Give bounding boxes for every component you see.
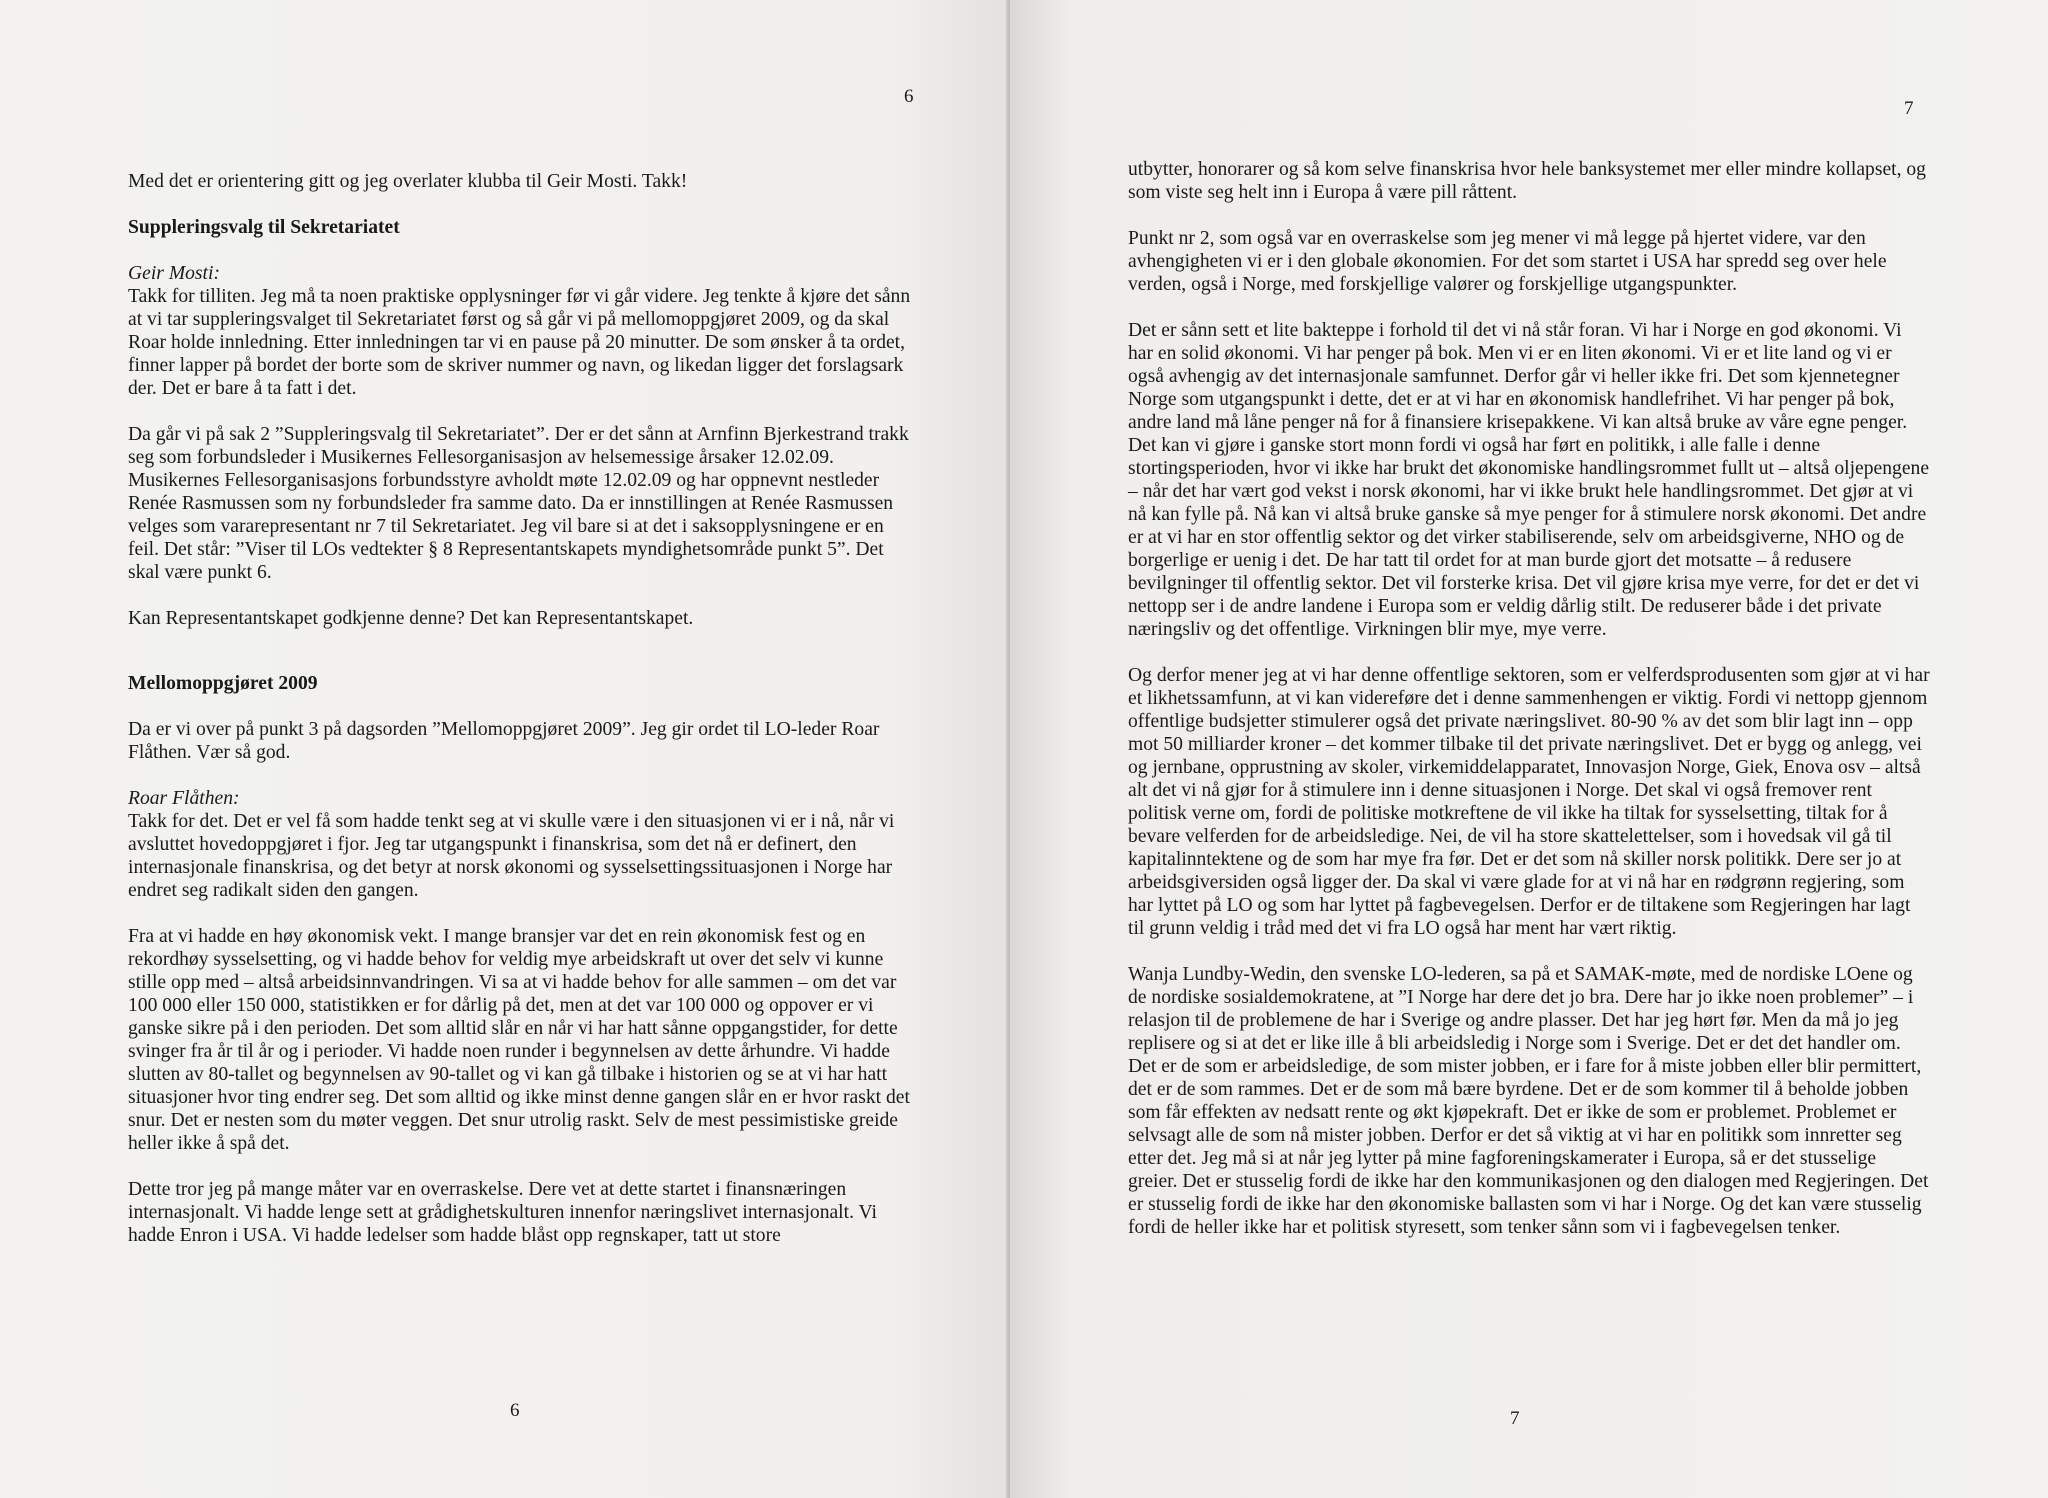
paragraph: Dette tror jeg på mange måter var en overraskelse. Dere vet at dette startet i finansnæringen internasjonalt. Vi hadde lenge sett at grådighetskulturen innenfor næringslivet internasjonalt. Vi hadde Enron i USA. Vi hadde ledelser som hadde blåst opp regnskaper, tatt ut store — [128, 1179, 877, 1246]
right-page-body — [1128, 158, 1930, 1262]
section-heading: Suppleringsvalg til Sekretariatet — [128, 217, 400, 238]
paragraph: Fra at vi hadde en høy økonomisk vekt. I mange bransjer var det en rein økonomisk fest og en rekordhøy sysselsetting, og vi hadde behov for veldig mye arbeidskraft ut over det selv vi kunne stille opp med – altså arbeidsinnvandringen. Vi sa at vi hadde behov for alle sammen – om det var 100 000 eller 150 000, statistikken er for dårlig på det, men at det var 100 000 og oppover er vi ganske sikre på i den perioden. Det som alltid slår en når vi har hatt sånne oppgangstider, for dette svinger fra år til år og i perioder. Vi hadde noen runder i begynnelsen av dette århundre. Vi hadde slutten av 80-tallet og begynnelsen av 90-tallet og vi kan gå tilbake i historien og se at vi har hatt situasjoner hvor ting endrer seg. Det som alltid og ikke minst denne gangen slår en er hvor raskt det snur. Det er nesten som du møter veggen. Det snur utrolig raskt. Selv de mest pessimistiske greide heller ikke å spå det. — [128, 926, 910, 1154]
paragraph: Det er sånn sett et lite bakteppe i forhold til det vi nå står foran. Vi har i Norge en god økonomi. Vi har en solid økonomi. Vi har penger på bok. Men vi er en liten økonomi. Vi er et lite land og vi er også avhengig av det internasjonale samfunnet. Derfor går vi heller ikke fri. Det som kjennetegner Norge som utgangspunkt i dette, det er at vi har en økonomisk handlefrihet. Vi har penger på bok, andre land må låne penger nå for å finansiere krisepakkene. Vi kan altså bruke av våre egne penger. Det kan vi gjøre i ganske stort monn fordi vi også har ført en politikk, i alle falle i denne stortingsperioden, hvor vi ikke har brukt det økonomiske handlingsrommet fullt ut – altså oljepengene – når det har vært god vekst i norsk økonomi, har vi ikke brukt hele handlingsrommet. Det gjør at vi nå kan fylle på. Nå kan vi altså bruke ganske så mye penger for å stimulere norsk økonomi. Det andre er at vi har en stor offentlig sektor og det virker stabiliserende, selv om arbeidsgiverne, NHO og de borgerlige er uenig i det. De har tatt til ordet for at man burde gjort det motsatte – å redusere bevilgninger til offentlig sektor. Det vil forsterke krisa. Det vil gjøre krisa mye verre, for det er det vi nettopp ser i de andre landene i Europa som er veldig dårlig stilt. De reduserer både i det private næringsliv og det offentlige. Virkningen blir mye, mye verre. — [1128, 320, 1930, 640]
right-page — [1010, 0, 2048, 1498]
section-heading: Mellomoppgjøret 2009 — [128, 673, 318, 694]
paragraph-text: Takk for det. Det er vel få som hadde tenkt seg at vi skulle være i den situasjonen vi er i nå, når vi avsluttet hovedoppgjøret i fjor. Jeg tar utgangspunkt i finanskrisa, som det nå er definert, den internasjonale finanskrisa, og det betyr at norsk økonomi og sysselsettingssituasjonen i Norge har endret seg radikalt siden den gangen. — [128, 811, 895, 901]
left-page — [0, 0, 1010, 1498]
page-number-top: 6 — [904, 86, 914, 107]
paragraph: Og derfor mener jeg at vi har denne offentlige sektoren, som er velferdsprodusenten som gjør at vi har et likhetssamfunn, at vi kan videreføre det i denne sammenhengen er viktig. Fordi vi nettopp gjennom offentlige budsjetter stimulerer også det private næringslivet. 80-90 % av det som blir lagt inn – opp mot 50 milliarder kroner – det kommer tilbake til det private næringslivet. Det er bygg og anlegg, vei og jernbane, opprustning av skoler, virkemiddelapparatet, Innovasjon Norge, Giek, Enova osv – altså alt det vi nå gjør for å stimulere inn i denne situasjonen i Norge. Det skal vi også fremover rent politisk verne om, fordi de politiske motkreftene de vil ikke ha tiltak for sysselsetting, tiltak for å bevare velferden for de arbeidsledige. Nei, de vil ha store skattelettelser, som i hovedsak vil gå til kapitalinntektene og de som har mye fra før. Det er det som nå skiller norsk politikk. Dere ser jo at arbeidsgiversiden også ligger der. Da skal vi være glade for at vi nå har en rødgrønn regjering, som har lyttet på LO og som har lyttet på fagbevegelsen. Derfor er de tiltakene som Regjeringen har lagt til grunn veldig i tråd med det vi fra LO også har ment har vært riktig. — [1128, 665, 1930, 939]
page-number-bottom: 6 — [510, 1400, 520, 1421]
paragraph: Wanja Lundby-Wedin, den svenske LO-lederen, sa på et SAMAK-møte, med de nordiske LOene og de nordiske sosialdemokratene, at ”I Norge har dere det jo bra. Dere har jo ikke noen problemer” – i relasjon til de problemene de har i Sverige og andre plasser. Det har jeg hørt før. Men da må jo jeg replisere og si at det er like ille å bli arbeidsledig i Norge som i Sverige. Det er det det handler om. Det er de som er arbeidsledige, de som mister jobben, er i fare for å miste jobben eller blir permittert, det er de som rammes. Det er de som må bære byrdene. Det er de som kommer til å beholde jobben som får effekten av nedsatt rente og økt kjøpekraft. Det er ikke de som er problemet. Problemet er selvsagt alle de som nå mister jobben. Derfor er det så viktig at vi har en politikk som innretter seg etter det. Jeg må si at når jeg lytter på mine fagforeningskamerater i Europa, så er det stusselige greier. Det er stusselig fordi de ikke har den kommunikasjonen og den dialogen med Regjeringen. Det er stusselig fordi de ikke har den økonomiske ballasten som vi har i Norge. Og det kan være stusselig fordi de heller ikke har et politisk styresett, som tenker sånn som vi i fagbevegelsen tenker. — [1128, 964, 1929, 1238]
intro-paragraph: Med det er orientering gitt og jeg overlater klubba til Geir Mosti. Takk! — [128, 171, 688, 192]
paragraph-text: Takk for tilliten. Jeg må ta noen praktiske opplysninger før vi går videre. Jeg tenkte å kjøre det sånn at vi tar suppleringsvalget til Sekretariatet først og så går vi på mellomoppgjøret 2009, og da skal Roar holde innledning. Etter innledningen tar vi en pause på 20 minutter. De som ønsker å ta ordet, finner lapper på bordet der borte som de skriver nummer og navn, og likedan ligger det forslagsark der. Det er bare å ta fatt i det. — [128, 286, 911, 399]
speech-paragraph — [128, 787, 918, 902]
speech-paragraph — [128, 262, 918, 400]
left-page-body — [128, 170, 918, 1270]
speaker-name: Roar Flåthen: — [128, 788, 240, 809]
paragraph: Kan Representantskapet godkjenne denne? Det kan Representantskapet. — [128, 608, 694, 629]
page-number-top: 7 — [1904, 98, 1914, 119]
paragraph: Punkt nr 2, som også var en overraskelse som jeg mener vi må legge på hjertet videre, var den avhengigheten vi er i den globale økonomien. For det som startet i USA har spredd seg over hele verden, også i Norge, med forskjellige valører og forskjellige utgangspunkter. — [1128, 228, 1887, 295]
paragraph: utbytter, honorarer og så kom selve finanskrisa hvor hele banksystemet mer eller mindre kollapset, og som viste seg helt inn i Europa å være pill råttent. — [1128, 159, 1926, 203]
paragraph: Da går vi på sak 2 ”Suppleringsvalg til Sekretariatet”. Der er det sånn at Arnfinn Bjerkestrand trakk seg som forbundsleder i Musikernes Fellesorganisasjon av helsemessige årsaker 12.02.09. Musikernes Fellesorganisasjons forbundsstyre avholdt møte 12.02.09 og har oppnevnt nestleder Renée Rasmussen som ny forbundsleder fra samme dato. Da er innstillingen at Renée Rasmussen velges som vararepresentant nr 7 til Sekretariatet. Jeg vil bare si at det i saksopplysningene er en feil. Det står: ”Viser til LOs vedtekter § 8 Representantskapets myndighetsområde punkt 5”. Det skal være punkt 6. — [128, 424, 909, 583]
speaker-name: Geir Mosti: — [128, 263, 220, 284]
page-number-bottom: 7 — [1510, 1408, 1520, 1429]
paragraph: Da er vi over på punkt 3 på dagsorden ”Mellomoppgjøret 2009”. Jeg gir ordet til LO-leder Roar Flåthen. Vær så god. — [128, 719, 880, 763]
